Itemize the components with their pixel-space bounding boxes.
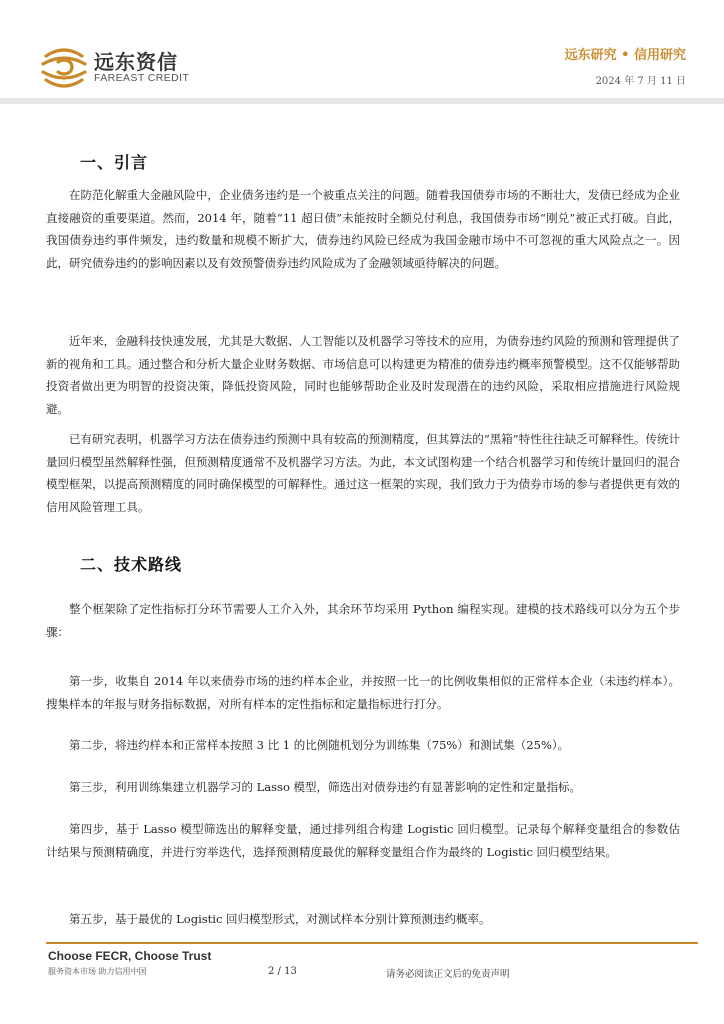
logo-chinese-name: 远东资信 bbox=[94, 50, 178, 74]
footer-slogan-chinese: 服务资本市场 助力信用中国 bbox=[48, 967, 147, 976]
page-number: 2 / 13 bbox=[268, 966, 297, 977]
footer-slogan-english: Choose FECR, Choose Trust bbox=[48, 949, 212, 963]
step-paragraph: 第五步，基于最优的 Logistic 回归模型形式，对测试样本分别计算预测违约概率。 bbox=[69, 912, 491, 926]
brand-logo bbox=[40, 44, 210, 90]
step-paragraph: 第三步，利用训练集建立机器学习的 Lasso 模型，筛选出对债券违约有显著影响的定性和定量指标。 bbox=[69, 780, 582, 794]
report-series: 远东研究 • 信用研究 bbox=[564, 48, 686, 63]
page-header bbox=[0, 0, 724, 104]
logo-english-name: FAREAST CREDIT bbox=[94, 72, 190, 84]
section-heading-introduction: 一、引言 bbox=[80, 153, 149, 172]
step-paragraph: 第二步，将违约样本和正常样本按照 3 比 1 的比例随机划分为训练集（75%）和测试集（25%）。 bbox=[69, 738, 570, 752]
step-paragraph: 第一步，收集自 2014 年以来债券市场的违约样本企业，并按照一比一的比例收集相似的正常样本企业（未违约样本）。搜集样本的年报与财务指标数据，对所有样本的定性指标和定量指标进行打分。 bbox=[46, 674, 680, 711]
paragraph: 整个框架除了定性指标打分环节需要人工介入外，其余环节均采用 Python 编程实现。建模的技术路线可以分为五个步骤： bbox=[46, 602, 680, 639]
header-divider bbox=[0, 98, 724, 104]
footer-divider bbox=[46, 942, 698, 944]
section-heading-technical-route: 二、技术路线 bbox=[80, 555, 183, 574]
step-paragraph: 第四步，基于 Lasso 模型筛选出的解释变量，通过排列组合构建 Logistic 回归模型。记录每个解释变量组合的参数估计结果与预测精确度，并进行穷举迭代，选择预测精度最优的解释变量组合作为最终的 Logistic 回归模型结果。 bbox=[46, 822, 680, 859]
fareast-credit-logo-icon bbox=[40, 44, 88, 90]
report-date: 2024 年 7 月 11 日 bbox=[595, 76, 686, 87]
paragraph: 近年来，金融科技快速发展，尤其是大数据、人工智能以及机器学习等技术的应用，为债券违约风险的预测和管理提供了新的视角和工具。通过整合和分析大量企业财务数据、市场信息可以构建更为精准的债券违约概率预警模型。这不仅能够帮助投资者做出更为明智的投资决策，降低投资风险，同时也能够帮助企业及时发现潜在的违约风险，采取相应措施进行风险规避。 bbox=[46, 334, 680, 416]
paragraph: 已有研究表明，机器学习方法在债券违约预测中具有较高的预测精度，但其算法的“黑箱”特性往往缺乏可解释性。传统计量回归模型虽然解释性强，但预测精度通常不及机器学习方法。为此，本文试图构建一个结合机器学习和传统计量回归的混合模型框架，以提高预测精度的同时确保模型的可解释性。通过这一框架的实现，我们致力于为债券市场的参与者提供更有效的信用风险管理工具。 bbox=[46, 432, 680, 514]
paragraph: 在防范化解重大金融风险中，企业债务违约是一个被重点关注的问题。随着我国债券市场的不断壮大，发债已经成为企业直接融资的重要渠道。然而，2014 年，随着“11 超日债”未能按时全额兑付利息，我国债券市场“刚兑”被正式打破。自此，我国债券违约事件频发，违约数量和规模不断扩大，债券违约风险已经成为我国金融市场中不可忽视的重大风险点之一。因此，研究债券违约的影响因素以及有效预警债券违约风险成为了金融领域亟待解决的问题。 bbox=[46, 188, 680, 270]
footer-disclaimer: 请务必阅读正文后的免责声明 bbox=[386, 969, 510, 980]
